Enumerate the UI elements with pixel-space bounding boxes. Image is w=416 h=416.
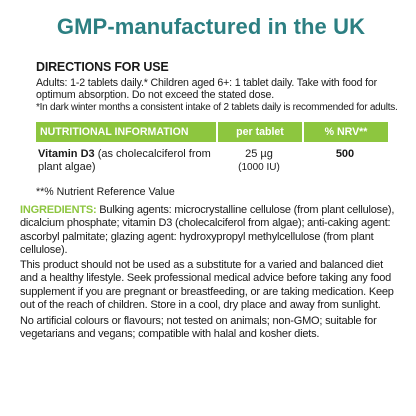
claims-paragraph: No artificial colours or flavours; not tested on animals; non-GMO; suitable for vegetarians and vegans; compatible with halal and kosher diets. [20, 314, 377, 341]
ingredients-label: INGREDIENTS: [20, 203, 97, 216]
header-nutritional-information: NUTRITIONAL INFORMATION [40, 125, 189, 138]
nutrient-amount-iu: (1000 IU) [238, 161, 280, 173]
nutrient-name-bold: Vitamin D3 [38, 147, 95, 160]
nutrition-table [36, 122, 388, 174]
headline: GMP-manufactured in the UK [56, 14, 366, 39]
directions-text: Adults: 1-2 tablets daily.* Children aged 6+: 1 tablet daily. Take with food for optimum absorption. Do not exceed the stated dose. [36, 77, 378, 102]
table-row [36, 142, 388, 174]
nutrient-nrv: 500 [335, 147, 355, 160]
header-per-tablet: per tablet [216, 122, 302, 142]
directions-section [20, 60, 402, 114]
nutrient-amount [216, 148, 302, 174]
nutrient-name-detail: (as cholecalciferol from plant algae) [38, 147, 211, 173]
nutrition-table-header [36, 122, 388, 142]
nrv-footnote: **% Nutrient Reference Value [36, 185, 175, 198]
directions-heading: DIRECTIONS FOR USE [36, 60, 169, 74]
ingredients-paragraph [20, 204, 402, 258]
warning-paragraph: This product should not be used as a substitute for a varied and balanced diet and a healthy lifestyle. Seek professional medical advice before taking any food supplement if you are pregnant or breastfeeding, or are taking medication. Keep out of the reach of children. Store in a cool, dry place and away from sunlight. [20, 258, 394, 312]
nutrient-name [36, 148, 216, 174]
nutrient-amount-value: 25 µg [245, 147, 273, 160]
directions-note: *In dark winter months a consistent intake of 2 tablets daily is recommended for adults. [36, 101, 398, 113]
ingredients-text: Bulking agents: microcrystalline cellulose (from plant cellulose), dicalcium phosphate; vitamin D3 (cholecalciferol from algae); anti-caking agent: ascorbyl palmitate; glazing agent: hydroxypropyl methylcellulose (from plant cellulose). [20, 203, 395, 257]
header-nrv: % NRV** [302, 122, 388, 142]
